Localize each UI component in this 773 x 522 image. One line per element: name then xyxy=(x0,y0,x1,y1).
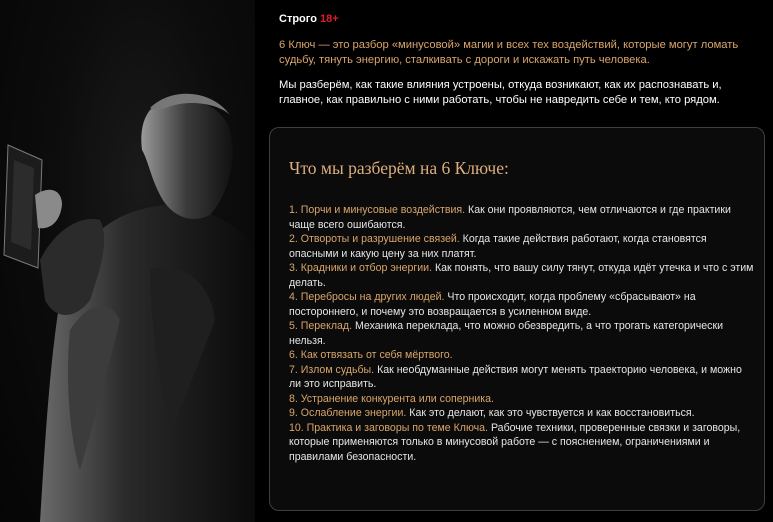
list-item: 7. Излом судьбы. Как необдуманные действия могут менять траекторию человека, и можно ли это исправить. xyxy=(289,363,742,390)
description-text: Мы разберём, как такие влияния устроены, откуда возникают, как их распознавать и, главное, как правильно с ними работать, чтобы не навредить себе и тем, кто рядом. xyxy=(279,79,722,106)
age-label: Строго xyxy=(279,13,317,25)
topics-card xyxy=(269,127,765,511)
topics-list xyxy=(289,203,755,464)
list-item: 10. Практика и заговоры по теме Ключа. Рабочие техники, проверенные связки и заговоры, которые применяются только в минусовой работе — с пояснением, ограничениями и правилами безопасности. xyxy=(289,421,741,463)
age-value: 18+ xyxy=(320,13,339,25)
age-rating xyxy=(279,13,339,25)
card-title: Что мы разберём на 6 Ключе: xyxy=(289,158,509,178)
list-item: 4. Перебросы на других людей. Что происходит, когда проблему «сбрасывают» на постороннего, и почему это возвращается в усиленном виде. xyxy=(289,291,696,318)
list-item: 6. Как отвязать от себя мёртвого. xyxy=(289,349,453,361)
list-item: 5. Переклад. Механика переклада, что можно обезвредить, а что трогать категорически нельзя. xyxy=(289,320,724,347)
man-reading-silhouette xyxy=(0,0,255,522)
intro-text: 6 Ключ — это разбор «минусовой» магии и всех тех воздействий, которые могут ломать судьбу, тянуть энергию, сталкивать с дороги и искажать путь человека. xyxy=(279,39,739,66)
list-item: 3. Крадники и отбор энергии. Как понять, что вашу силу тянут, откуда идёт утечка и что с этим делать. xyxy=(289,262,754,289)
hero-photo xyxy=(0,0,255,522)
list-item: 8. Устранение конкурента или соперника. xyxy=(289,392,494,405)
list-item: 9. Ослабление энергии. Как это делают, как это чувствуется и как восстановиться. xyxy=(289,407,695,419)
list-item: 1. Порчи и минусовые воздействия. Как они проявляются, чем отличаются и где практики чаще всего ошибаются. xyxy=(289,204,731,231)
list-item: 2. Отвороты и разрушение связей. Когда такие действия работают, когда становятся опасными и какую цену за них платят. xyxy=(289,233,707,260)
